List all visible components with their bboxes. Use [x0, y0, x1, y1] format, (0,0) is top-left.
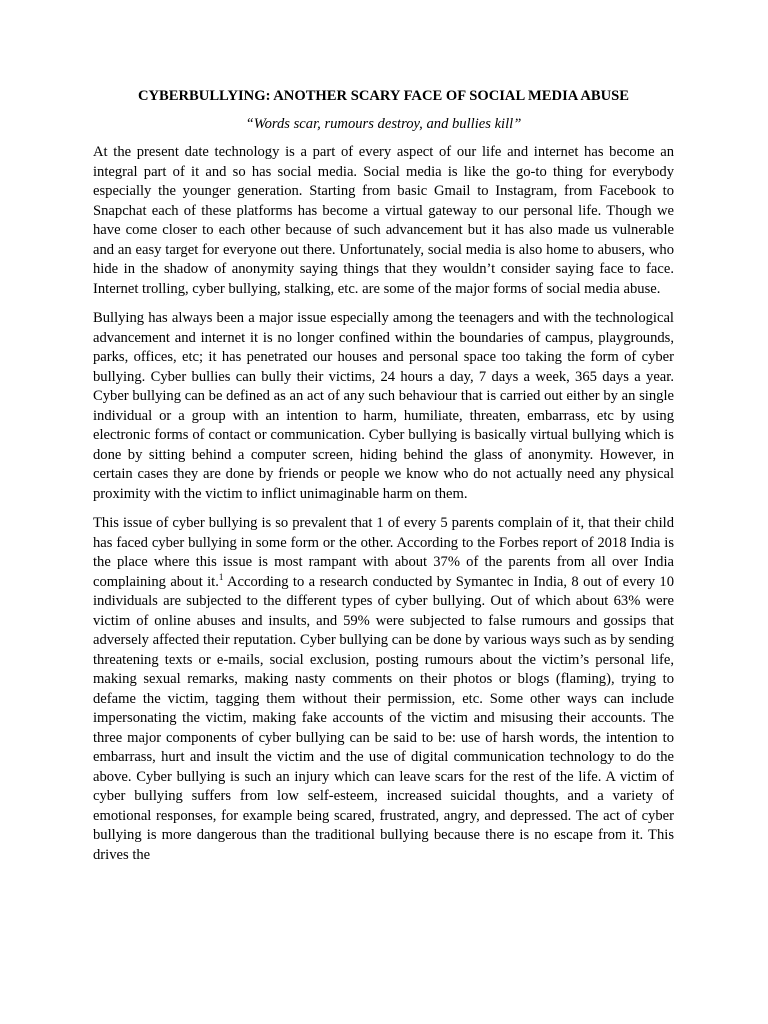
paragraph-1: At the present date technology is a part of every aspect of our life and internet has become an integral part of it and so has social media. Social media is like the go-to thing for everybody especially the younger generation. Starting from basic Gmail to Instagram, from Facebook to Snapchat each of these platforms has become a virtual gateway to our personal life. Though we have come closer to each other because of such advancement but it has also made us vulnerable and an easy target for everyone out there. Unfortunately, social media is also home to abusers, who hide in the shadow of anonymity saying things that they wouldn’t consider saying face to face. Internet trolling, cyber bullying, stalking, etc. are some of the major forms of social media abuse.: [93, 144, 674, 297]
paragraph-3-text-before: This issue of cyber bullying is so prevalent that 1 of every 5 parents complain of it, that their child has faced cyber bullying in some form or the other. According to the Forbes report of 2018 India is the place where this issue is most rampant with about 37% of the parents from all over India complaining about it.: [93, 515, 674, 590]
document-page: [93, 86, 674, 875]
paragraph-2: Bullying has always been a major issue especially among the teenagers and with the technological advancement and internet it is no longer confined within the boundaries of campus, playgrounds, parks, offices, etc; it has penetrated our houses and personal space too taking the form of cyber bullying. Cyber bullies can bully their victims, 24 hours a day, 7 days a week, 365 days a year. Cyber bullying can be defined as an act of any such behaviour that is carried out either by an single individual or a group with an intention to harm, humiliate, threaten, embarrass, etc by using electronic forms of contact or communication. Cyber bullying is basically virtual bullying which is done by sitting behind a computer screen, hiding behind the glass of anonymity. However, in certain cases they are done by friends or people we know who do not actually need any physical proximity with the victim to inflict unimaginable harm on them.: [93, 310, 674, 502]
footnote-reference[interactable]: 1: [218, 571, 224, 582]
paragraph-3-text-after: According to a research conducted by Symantec in India, 8 out of every 10 individuals are subjected to the different types of cyber bullying. Out of which about 63% were victim of online abuses and insults, and 59% were subjected to false rumours and gossips that adversely affected their reputation. Cyber bullying can be done by various ways such as by sending threatening texts or e-mails, social exclusion, posting rumours about the victim’s personal life, making sexual remarks, making nasty comments on their photos or blogs (flaming), trying to defame the victim, tagging them without their permission, etc. Some other ways can include impersonating the victim, making fake accounts of the victim and misusing their accounts. The three major components of cyber bullying can be said to be: use of harsh words, the intention to embarrass, hurt and insult the victim and the use of digital communication technology to do the above. Cyber bullying is such an injury which can leave scars for the rest of the life. A victim of cyber bullying suffers from low self-esteem, increased suicidal thoughts, and a variety of emotional responses, for example being scared, frustrated, angry, and depressed. The act of cyber bullying is more dangerous than the traditional bullying because there is no escape from it. This drives the: [93, 573, 674, 863]
epigraph-quote: “Words scar, rumours destroy, and bullies kill”: [245, 116, 522, 132]
document-title: CYBERBULLYING: ANOTHER SCARY FACE OF SOCIAL MEDIA ABUSE: [137, 88, 630, 104]
paragraph-3: [93, 514, 674, 865]
